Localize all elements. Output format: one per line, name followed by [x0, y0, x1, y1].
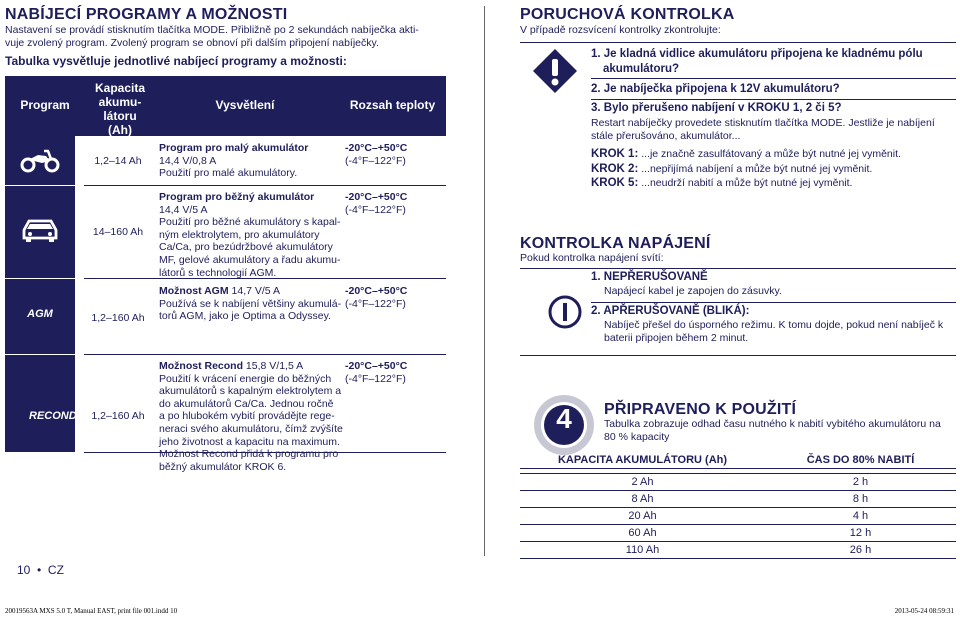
header-explanation: Vysvětlení [215, 98, 275, 112]
row2-capacity: 14–160 Ah [92, 226, 144, 238]
table-header-row: KAPACITA AKUMULÁTORU (Ah) ČAS DO 80% NABITÍ [520, 452, 956, 469]
table-row: 110 Ah 26 h [520, 542, 956, 559]
header-temperature: Rozsah teploty [349, 98, 436, 112]
krok-list: KROK 1: ...je značně zasulfátovaný a může být nutné jej vyměnit. KROK 2: ...nepřijímá nabíjení a může být nutné jej vyměnit. KROK 5: ...neudrží nabití a může být nutné jej vyměnit. [591, 148, 901, 189]
row3-temperature: -20°C–+50°C (-4°F–122°F) [345, 285, 408, 310]
recond-label: RECOND [29, 410, 77, 422]
row3-capacity: 1,2–160 Ah [91, 312, 145, 324]
agm-label: AGM [27, 308, 53, 320]
row2-temperature: -20°C–+50°C (-4°F–122°F) [345, 191, 408, 216]
row4-explanation: Možnost Recond 15,8 V/1,5 A Použití k vrácení energie do běžných akumulátorů s kapalným elektrolytem a do akumulátorů Ca/Ca. Jednou ročně a po hlubokém vybití provádějte rege- neraci svého akumulátoru, čímž zvýšíte jeho životnost a kapacitu na maximum. Možnost Recond přidá k programu pro běžný akumulátor KROK 6. [159, 360, 343, 473]
power-intro: Pokud kontrolka napájení svítí: [520, 252, 664, 264]
row2-explanation: Program pro běžný akumulátor 14,4 V/5 A Použití pro běžné akumulátory s kapal- ným elektrolytem, pro akumulátory Ca/Ca, pro bezúdržbové akumulátory MF, gelové akumulátory a řadu akumu- látorů s technologií AGM. [159, 191, 341, 279]
row4-capacity: 1,2–160 Ah [91, 410, 145, 422]
step-4-icon [532, 393, 596, 457]
row1-explanation: Program pro malý akumulátor 14,4 V/0,8 A Použití pro malé akumulátory. [159, 142, 309, 180]
table-subtitle: Tabulka vysvětluje jednotlivé nabíjecí programy a možnosti: [5, 54, 347, 68]
header-program: Program [20, 98, 70, 112]
fault-item-3: 3. Bylo přerušeno nabíjení v KROKU 1, 2 či 5? [591, 102, 842, 114]
table-row: 20 Ah 4 h [520, 508, 956, 525]
page-number: 10 • CZ [17, 563, 64, 577]
table-row: 8 Ah 8 h [520, 491, 956, 508]
fault-note: Restart nabíječky provedete stisknutím tlačítka MODE. Jestliže je nabíjení stále přerušováno, akumulátor... [591, 117, 935, 142]
fault-icon [520, 42, 590, 99]
row3-explanation: Možnost AGM 14,7 V/5 A Používá se k nabíjení většiny akumulá- torů AGM, jako je Optima a Odyssey. [159, 285, 342, 323]
row4-temperature: -20°C–+50°C (-4°F–122°F) [345, 360, 408, 385]
ready-title: PŘIPRAVENO K POUŽITÍ [604, 401, 797, 418]
power-item-2: 2. APŘERUŠOVANĚ (BLIKÁ): Nabíječ přešel do úsporného režimu. K tomu dojde, pokud není nabíječ k baterii připojen během 2 minut. [591, 305, 944, 344]
intro-line-2: vuje zvolený program. Zvolený program se obnoví při dalším připojení nabíječky. [5, 37, 379, 49]
step-4-number: 4 [556, 403, 572, 434]
table-row: 2 Ah 2 h [520, 474, 956, 491]
charge-time-table [520, 452, 956, 559]
power-title: KONTROLKA NAPÁJENÍ [520, 235, 711, 252]
fault-intro: V případě rozsvícení kontrolky zkontrolujte: [520, 24, 721, 36]
table-row: 60 Ah 12 h [520, 525, 956, 542]
page-title: NABÍJECÍ PROGRAMY A MOŽNOSTI [5, 6, 288, 23]
intro-line-1: Nastavení se provádí stisknutím tlačítka MODE. Přibližně po 2 sekundách nabíječka akti- [5, 24, 419, 36]
row1-capacity: 1,2–14 Ah [94, 155, 142, 167]
footer-date: 2013-05-24 08:59:31 [894, 607, 954, 615]
fault-checklist: 1. Je kladná vidlice akumulátoru připojena ke kladnému pólu akumulátoru? [591, 48, 923, 75]
fault-title: PORUCHOVÁ KONTROLKA [520, 6, 735, 23]
fault-item-2: 2. Je nabíječka připojena k 12V akumulátoru? [591, 83, 840, 95]
program-icon-column [5, 136, 75, 452]
ready-description: Tabulka zobrazuje odhad času nutného k nabití vybitého akumulátoru na 80 % kapacity [604, 418, 941, 443]
motorcycle-icon [5, 140, 75, 180]
row1-temperature: -20°C–+50°C (-4°F–122°F) [345, 142, 408, 167]
power-item-1: 1. NEPŘERUŠOVANĚ Napájecí kabel je zapojen do zásuvky. [591, 271, 782, 297]
header-capacity: Kapacita akumu- látoru (Ah) [94, 81, 146, 137]
footer-file: 20019563A MXS 5.0 T, Manual EAST, print file 001.indd 10 [5, 607, 178, 615]
car-icon [5, 205, 75, 255]
